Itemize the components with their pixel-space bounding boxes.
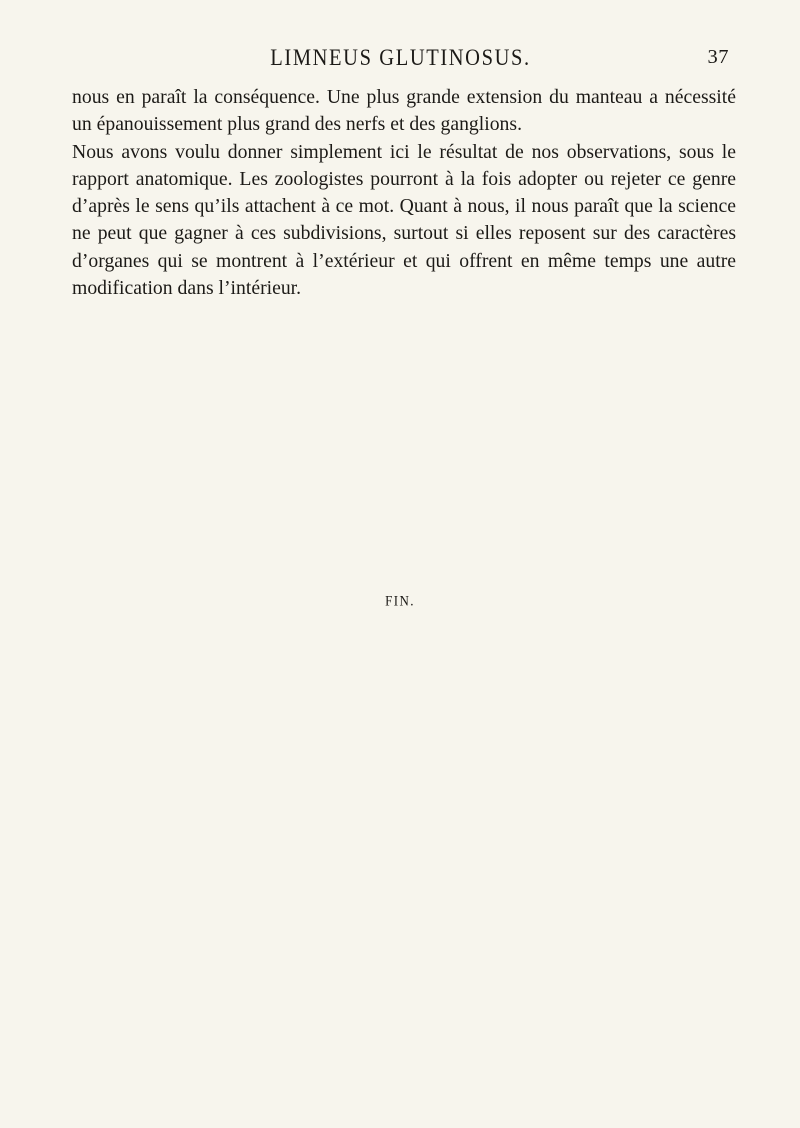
paragraph: nous en paraît la conséquence. Une plus grande extension du manteau a nécessité un épanouissement plus grand des nerfs et des ganglions. [72, 86, 736, 136]
page-number: 37 [707, 46, 729, 68]
paragraph: Nous avons voulu donner simplement ici le résultat de nos observations, sous le rapport anatomique. Les zoologistes pourront à la fois adopter ou rejeter ce genre d’après le sens qu’ils attachent à ce mot. Quant à nous, il nous paraît que la science ne peut que gagner à ces subdivisions, surtout si elles reposent sur des caractères d’organes qui se montrent à l’extérieur et qui offrent en même temps une autre modification dans l’intérieur. [72, 140, 736, 300]
running-title: LIMNEUS GLUTINOSUS. [270, 46, 531, 71]
end-mark: FIN. [385, 592, 415, 609]
body-text [72, 84, 736, 302]
running-head [72, 46, 729, 76]
